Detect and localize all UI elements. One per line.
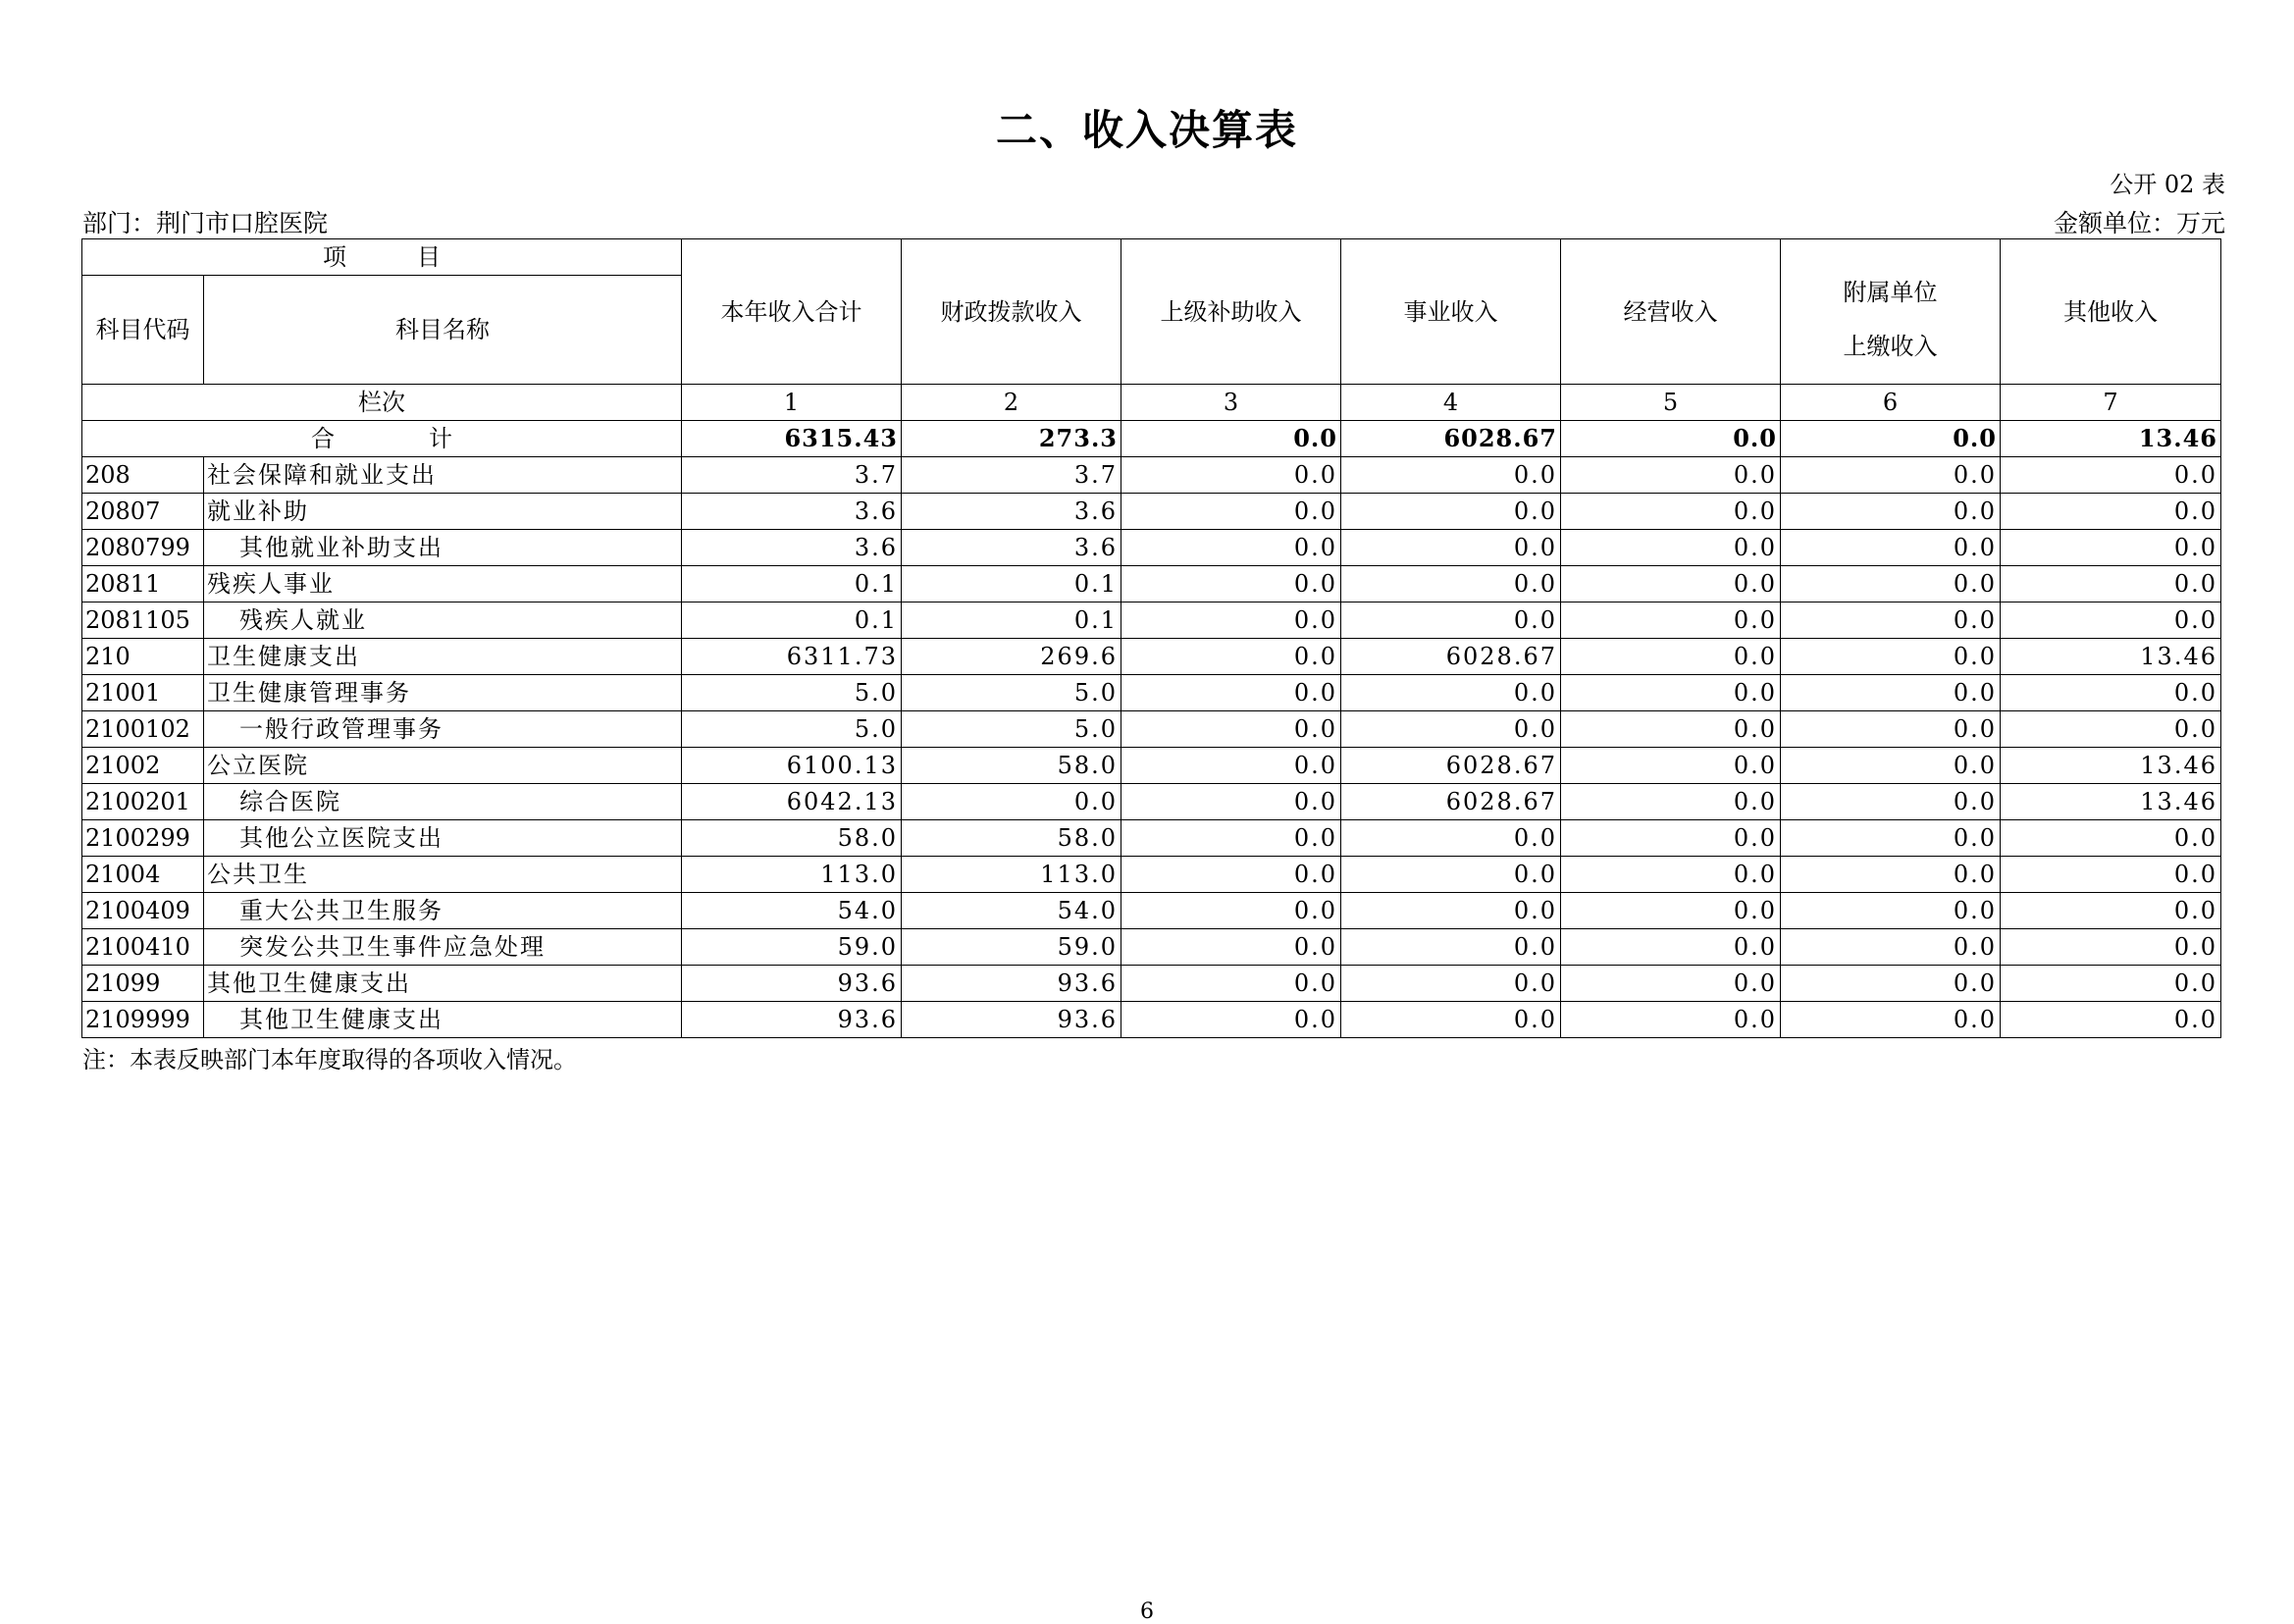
subject-name: 公共卫生 bbox=[204, 857, 682, 893]
amount-cell: 0.0 bbox=[1781, 711, 2001, 748]
col-header-total: 本年收入合计 bbox=[682, 239, 902, 385]
amount-cell: 3.7 bbox=[682, 457, 902, 494]
table-row bbox=[82, 857, 2221, 893]
amount-cell: 0.0 bbox=[1561, 494, 1781, 530]
amount-cell: 0.0 bbox=[1561, 602, 1781, 639]
amount-cell: 0.0 bbox=[1781, 1002, 2001, 1038]
table-row bbox=[82, 929, 2221, 966]
table-row bbox=[82, 566, 2221, 602]
amount-cell: 0.0 bbox=[1341, 1002, 1561, 1038]
amount-cell: 0.0 bbox=[1781, 494, 2001, 530]
rank-number: 1 bbox=[682, 385, 902, 421]
item-header: 项 目 bbox=[82, 239, 682, 276]
amount-cell: 0.0 bbox=[1561, 639, 1781, 675]
amount-cell: 59.0 bbox=[682, 929, 902, 966]
amount-cell: 0.0 bbox=[1781, 566, 2001, 602]
subject-name: 残疾人事业 bbox=[204, 566, 682, 602]
amount-cell: 5.0 bbox=[902, 711, 1121, 748]
subject-name: 卫生健康管理事务 bbox=[204, 675, 682, 711]
amount-cell: 0.0 bbox=[2001, 711, 2221, 748]
amount-cell: 6028.67 bbox=[1341, 784, 1561, 820]
rank-number: 5 bbox=[1561, 385, 1781, 421]
amount-cell: 0.0 bbox=[1561, 784, 1781, 820]
rank-label: 栏次 bbox=[82, 385, 682, 421]
table-row bbox=[82, 457, 2221, 494]
name-header: 科目名称 bbox=[204, 276, 682, 385]
amount-cell: 0.1 bbox=[682, 566, 902, 602]
subject-name: 就业补助 bbox=[204, 494, 682, 530]
amount-cell: 0.0 bbox=[1781, 784, 2001, 820]
subject-name: 重大公共卫生服务 bbox=[204, 893, 682, 929]
amount-cell: 0.1 bbox=[902, 602, 1121, 639]
table-row bbox=[82, 602, 2221, 639]
form-number: 公开 02 表 bbox=[2110, 171, 2225, 198]
amount-cell: 0.0 bbox=[1781, 893, 2001, 929]
subject-code: 2080799 bbox=[82, 530, 204, 566]
amount-cell: 0.0 bbox=[2001, 893, 2221, 929]
subject-code: 2100410 bbox=[82, 929, 204, 966]
amount-cell: 0.0 bbox=[1341, 711, 1561, 748]
amount-cell: 0.0 bbox=[1121, 820, 1341, 857]
amount-cell: 113.0 bbox=[682, 857, 902, 893]
amount-cell: 0.0 bbox=[1121, 530, 1341, 566]
amount-cell: 93.6 bbox=[682, 966, 902, 1002]
total-value: 6028.67 bbox=[1341, 421, 1561, 457]
amount-cell: 0.0 bbox=[1121, 893, 1341, 929]
income-table bbox=[81, 238, 2221, 1038]
subject-code: 21001 bbox=[82, 675, 204, 711]
total-value: 0.0 bbox=[1121, 421, 1341, 457]
subject-code: 2100409 bbox=[82, 893, 204, 929]
total-value: 0.0 bbox=[1781, 421, 2001, 457]
amount-cell: 0.0 bbox=[2001, 530, 2221, 566]
amount-cell: 5.0 bbox=[682, 711, 902, 748]
amount-cell: 0.0 bbox=[1121, 966, 1341, 1002]
amount-cell: 13.46 bbox=[2001, 748, 2221, 784]
table-row bbox=[82, 1002, 2221, 1038]
table-row bbox=[82, 639, 2221, 675]
col-header-affiliated bbox=[1781, 239, 2001, 385]
amount-cell: 0.1 bbox=[682, 602, 902, 639]
amount-cell: 13.46 bbox=[2001, 639, 2221, 675]
amount-cell: 0.0 bbox=[2001, 820, 2221, 857]
rank-number: 6 bbox=[1781, 385, 2001, 421]
amount-cell: 0.0 bbox=[2001, 1002, 2221, 1038]
amount-cell: 0.0 bbox=[1121, 748, 1341, 784]
department-label: 部门：荆门市口腔医院 bbox=[82, 209, 329, 237]
amount-cell: 0.0 bbox=[1781, 602, 2001, 639]
amount-cell: 0.0 bbox=[1341, 675, 1561, 711]
amount-cell: 93.6 bbox=[902, 966, 1121, 1002]
table-row bbox=[82, 711, 2221, 748]
amount-cell: 0.0 bbox=[1781, 639, 2001, 675]
amount-cell: 3.6 bbox=[902, 530, 1121, 566]
amount-cell: 0.0 bbox=[2001, 566, 2221, 602]
amount-cell: 0.0 bbox=[1121, 457, 1341, 494]
col-header-business: 事业收入 bbox=[1341, 239, 1561, 385]
table-note: 注：本表反映部门本年度取得的各项收入情况。 bbox=[82, 1046, 577, 1074]
amount-cell: 58.0 bbox=[682, 820, 902, 857]
amount-cell: 0.0 bbox=[1121, 566, 1341, 602]
table-row bbox=[82, 784, 2221, 820]
table-row bbox=[82, 748, 2221, 784]
amount-cell: 6028.67 bbox=[1341, 748, 1561, 784]
amount-cell: 54.0 bbox=[682, 893, 902, 929]
amount-cell: 0.0 bbox=[1781, 820, 2001, 857]
subject-name: 其他就业补助支出 bbox=[204, 530, 682, 566]
table-row bbox=[82, 820, 2221, 857]
amount-cell: 0.0 bbox=[1121, 784, 1341, 820]
amount-cell: 0.0 bbox=[1341, 893, 1561, 929]
table-body bbox=[82, 239, 2221, 1038]
amount-cell: 3.6 bbox=[682, 530, 902, 566]
table-row bbox=[82, 530, 2221, 566]
amount-cell: 0.0 bbox=[2001, 602, 2221, 639]
amount-cell: 0.0 bbox=[1781, 857, 2001, 893]
amount-cell: 0.0 bbox=[1121, 711, 1341, 748]
subject-name: 社会保障和就业支出 bbox=[204, 457, 682, 494]
amount-cell: 0.0 bbox=[1781, 748, 2001, 784]
subject-code: 2100299 bbox=[82, 820, 204, 857]
amount-cell: 0.0 bbox=[1561, 966, 1781, 1002]
amount-cell: 0.0 bbox=[1121, 639, 1341, 675]
amount-cell: 0.0 bbox=[1781, 929, 2001, 966]
amount-cell: 0.0 bbox=[1561, 675, 1781, 711]
amount-cell: 0.0 bbox=[2001, 457, 2221, 494]
subject-code: 21004 bbox=[82, 857, 204, 893]
amount-cell: 0.0 bbox=[1781, 457, 2001, 494]
amount-cell: 0.0 bbox=[2001, 929, 2221, 966]
amount-cell: 0.1 bbox=[902, 566, 1121, 602]
subject-code: 20807 bbox=[82, 494, 204, 530]
total-row bbox=[82, 421, 2221, 457]
amount-cell: 0.0 bbox=[1341, 820, 1561, 857]
amount-cell: 3.6 bbox=[902, 494, 1121, 530]
subject-name: 其他卫生健康支出 bbox=[204, 1002, 682, 1038]
amount-cell: 0.0 bbox=[1341, 566, 1561, 602]
amount-cell: 0.0 bbox=[1561, 748, 1781, 784]
total-value: 13.46 bbox=[2001, 421, 2221, 457]
total-value: 0.0 bbox=[1561, 421, 1781, 457]
amount-cell: 5.0 bbox=[682, 675, 902, 711]
amount-cell: 0.0 bbox=[1781, 966, 2001, 1002]
amount-cell: 0.0 bbox=[902, 784, 1121, 820]
amount-cell: 0.0 bbox=[1121, 602, 1341, 639]
code-header: 科目代码 bbox=[82, 276, 204, 385]
amount-cell: 0.0 bbox=[1561, 566, 1781, 602]
amount-cell: 0.0 bbox=[1561, 820, 1781, 857]
amount-cell: 0.0 bbox=[1561, 711, 1781, 748]
subject-name: 卫生健康支出 bbox=[204, 639, 682, 675]
total-value: 273.3 bbox=[902, 421, 1121, 457]
amount-cell: 13.46 bbox=[2001, 784, 2221, 820]
amount-cell: 0.0 bbox=[1341, 602, 1561, 639]
amount-cell: 0.0 bbox=[1561, 893, 1781, 929]
subject-name: 突发公共卫生事件应急处理 bbox=[204, 929, 682, 966]
col-header-fiscal: 财政拨款收入 bbox=[902, 239, 1121, 385]
unit-label: 金额单位：万元 bbox=[2053, 209, 2225, 237]
subject-code: 21002 bbox=[82, 748, 204, 784]
rank-number: 4 bbox=[1341, 385, 1561, 421]
subject-code: 2081105 bbox=[82, 602, 204, 639]
amount-cell: 0.0 bbox=[1561, 1002, 1781, 1038]
col-header-superior-subsidy: 上级补助收入 bbox=[1121, 239, 1341, 385]
rank-number: 3 bbox=[1121, 385, 1341, 421]
col-header-affiliated-line1: 附属单位 bbox=[1843, 278, 1938, 306]
amount-cell: 3.7 bbox=[902, 457, 1121, 494]
amount-cell: 0.0 bbox=[1781, 530, 2001, 566]
amount-cell: 0.0 bbox=[1781, 675, 2001, 711]
subject-name: 一般行政管理事务 bbox=[204, 711, 682, 748]
amount-cell: 0.0 bbox=[1341, 530, 1561, 566]
amount-cell: 0.0 bbox=[1341, 857, 1561, 893]
subject-name: 其他卫生健康支出 bbox=[204, 966, 682, 1002]
amount-cell: 93.6 bbox=[902, 1002, 1121, 1038]
subject-code: 2100102 bbox=[82, 711, 204, 748]
rank-number: 2 bbox=[902, 385, 1121, 421]
amount-cell: 0.0 bbox=[1341, 457, 1561, 494]
amount-cell: 54.0 bbox=[902, 893, 1121, 929]
amount-cell: 59.0 bbox=[902, 929, 1121, 966]
amount-cell: 0.0 bbox=[1561, 929, 1781, 966]
amount-cell: 113.0 bbox=[902, 857, 1121, 893]
amount-cell: 6311.73 bbox=[682, 639, 902, 675]
amount-cell: 6042.13 bbox=[682, 784, 902, 820]
amount-cell: 5.0 bbox=[902, 675, 1121, 711]
subject-code: 2100201 bbox=[82, 784, 204, 820]
col-header-operating: 经营收入 bbox=[1561, 239, 1781, 385]
page-number: 6 bbox=[1140, 1599, 1154, 1624]
amount-cell: 0.0 bbox=[1121, 494, 1341, 530]
table-row bbox=[82, 675, 2221, 711]
amount-cell: 0.0 bbox=[2001, 675, 2221, 711]
amount-cell: 0.0 bbox=[2001, 857, 2221, 893]
amount-cell: 0.0 bbox=[1121, 929, 1341, 966]
subject-name: 其他公立医院支出 bbox=[204, 820, 682, 857]
rank-number: 7 bbox=[2001, 385, 2221, 421]
amount-cell: 0.0 bbox=[1561, 457, 1781, 494]
amount-cell: 0.0 bbox=[1561, 857, 1781, 893]
subject-name: 残疾人就业 bbox=[204, 602, 682, 639]
col-header-other: 其他收入 bbox=[2001, 239, 2221, 385]
table-row bbox=[82, 494, 2221, 530]
amount-cell: 6100.13 bbox=[682, 748, 902, 784]
subject-name: 综合医院 bbox=[204, 784, 682, 820]
amount-cell: 0.0 bbox=[1341, 929, 1561, 966]
amount-cell: 0.0 bbox=[1341, 494, 1561, 530]
total-label: 合 计 bbox=[82, 421, 682, 457]
subject-code: 210 bbox=[82, 639, 204, 675]
amount-cell: 0.0 bbox=[1121, 1002, 1341, 1038]
subject-name: 公立医院 bbox=[204, 748, 682, 784]
amount-cell: 6028.67 bbox=[1341, 639, 1561, 675]
subject-code: 208 bbox=[82, 457, 204, 494]
subject-code: 2109999 bbox=[82, 1002, 204, 1038]
amount-cell: 3.6 bbox=[682, 494, 902, 530]
amount-cell: 0.0 bbox=[1341, 966, 1561, 1002]
col-header-affiliated-line2: 上缴收入 bbox=[1843, 332, 1938, 360]
amount-cell: 0.0 bbox=[2001, 494, 2221, 530]
amount-cell: 0.0 bbox=[1121, 675, 1341, 711]
amount-cell: 93.6 bbox=[682, 1002, 902, 1038]
table-row bbox=[82, 893, 2221, 929]
amount-cell: 0.0 bbox=[1121, 857, 1341, 893]
table-row bbox=[82, 966, 2221, 1002]
total-value: 6315.43 bbox=[682, 421, 902, 457]
amount-cell: 0.0 bbox=[1561, 530, 1781, 566]
page-title: 二、收入决算表 bbox=[995, 106, 1298, 154]
amount-cell: 0.0 bbox=[2001, 966, 2221, 1002]
amount-cell: 269.6 bbox=[902, 639, 1121, 675]
subject-code: 20811 bbox=[82, 566, 204, 602]
amount-cell: 58.0 bbox=[902, 748, 1121, 784]
amount-cell: 58.0 bbox=[902, 820, 1121, 857]
subject-code: 21099 bbox=[82, 966, 204, 1002]
